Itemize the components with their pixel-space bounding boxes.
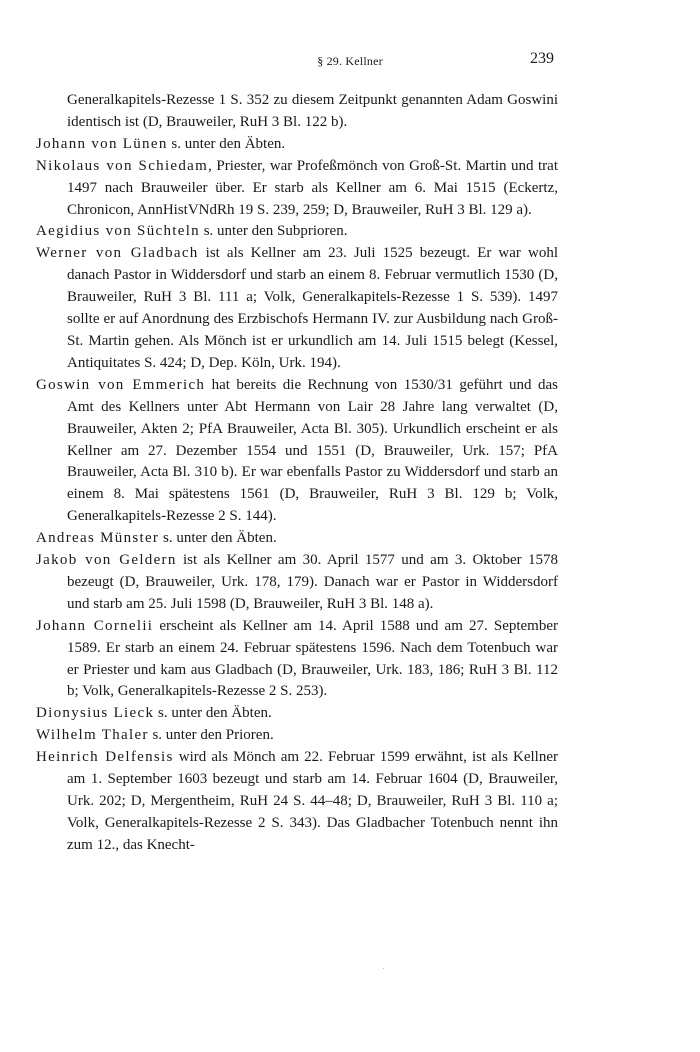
person-name: Andreas Münster — [36, 530, 160, 547]
entry-text: s. unter den Äbten. — [159, 530, 277, 547]
person-name: Dionysius Lieck — [36, 705, 155, 722]
entry-johann-von-luenen — [36, 134, 558, 156]
entry-text: wird als Mönch am 22. Februar 1599 erwähnt, ist als Kellner am 1. September 1603 bezeugt und starb am 14. Februar 1604 (D, Brauweiler, Urk. 202; D, Mergentheim, RuH 24 S. 44–48; D, Brauweiler, RuH 3 Bl. 110 a; Volk, Generalkapitels-Rezesse 2 S. 343). Das Gladbacher Totenbuch nennt ihn zum 12., das Knecht- — [67, 749, 559, 853]
entry-nikolaus-von-schiedam — [36, 156, 558, 222]
person-name: Jakob von Geldern — [36, 552, 177, 569]
running-head — [0, 50, 700, 70]
entry-continuation — [36, 90, 558, 134]
person-name: Nikolaus von Schiedam — [36, 157, 209, 174]
entry-dionysius-lieck — [36, 703, 558, 725]
entry-jakob-von-geldern — [36, 550, 558, 616]
entry-text: s. unter den Äbten. — [167, 135, 286, 152]
entry-heinrich-delfensis — [36, 747, 558, 857]
entry-text: ist als Kellner am 30. April 1577 und am 3. Oktober 1578 bezeugt (D, Brauweiler, Urk. 178, 179). Danach war er Pastor in Widdersdorf und starb am 25. Juli 1598 (D, Brauweiler, RuH 3 Bl. 148 a). — [67, 552, 558, 612]
entry-johann-cornelii — [36, 616, 558, 704]
entry-werner-von-gladbach — [36, 243, 558, 374]
entry-wilhelm-thaler — [36, 725, 558, 747]
section-title: § 29. Kellner — [317, 54, 383, 68]
scan-speck — [383, 968, 384, 969]
person-name: Aegidius von Süchteln — [36, 223, 200, 240]
body-text — [36, 90, 558, 857]
entry-text: , Priester, war Profeßmönch von Groß-St. Martin und trat 1497 nach Brauweiler über. Er starb als Kellner am 6. Mai 1515 (Eckertz, Chronicon, AnnHistVNdRh 19 S. 239, 259; D, Brauweiler, RuH 3 Bl. 129 a). — [67, 157, 558, 218]
person-name: Heinrich Delfensis — [36, 749, 174, 766]
person-name: Werner von Gladbach — [36, 245, 199, 262]
entry-text: hat bereits die Rechnung von 1530/31 geführt und das Amt des Kellners unter Abt Hermann von Lair 28 Jahre lang verwaltet (D, Brauweiler, Akten 2; PfA Brauweiler, Acta Bl. 305). Urkundlich erscheint er als Kellner am 27. Dezember 1554 und 1551 (D, Brauweiler, Urk. 157; PfA Brauweiler, Acta Bl. 310 b). Er war ebenfalls Pastor zu Widdersdorf und starb an einem 8. Mai spätestens 1561 (D, Brauweiler, RuH 3 Bl. 129 b; Volk, Generalkapitels-Rezesse 2 S. 144). — [67, 376, 558, 525]
entry-goswin-von-emmerich — [36, 375, 558, 528]
person-name: Goswin von Emmerich — [36, 376, 206, 393]
entry-text: s. unter den Äbten. — [154, 705, 272, 722]
entry-text: erscheint als Kellner am 14. April 1588 und am 27. September 1589. Er starb an einem 24. Februar spätestens 1596. Nach dem Totenbuch war er Priester und kam aus Gladbach (D, Brauweiler, Urk. 183, 186; RuH 3 Bl. 112 b; Volk, Generalkapitels-Rezesse 2 S. 253). — [67, 617, 558, 700]
entry-text: ist als Kellner am 23. Juli 1525 bezeugt. Er war wohl danach Pastor in Widdersdorf und starb an einem 8. Februar vermutlich 1530 (D, Brauweiler, RuH 3 Bl. 111 a; Volk, Generalkapitels-Rezesse 1 S. 539). 1497 sollte er auf Anordnung des Erzbischofs Hermann IV. zur Ausbildung nach Groß-St. Martin gehen. Als Mönch ist er urkundlich am 14. Juli 1515 belegt (Kessel, Antiquitates S. 424; D, Dep. Köln, Urk. 194). — [67, 245, 558, 371]
entry-text: s. unter den Subprioren. — [199, 223, 348, 240]
entry-text: Generalkapitels-Rezesse 1 S. 352 zu diesem Zeitpunkt genannten Adam Goswini identisch ist (D, Brauweiler, RuH 3 Bl. 122 b). — [67, 92, 558, 130]
entry-andreas-muenster — [36, 528, 558, 550]
page-number: 239 — [530, 50, 554, 67]
person-name: Johann von Lünen — [36, 135, 168, 152]
entry-aegidius-von-suechteln — [36, 221, 558, 243]
person-name: Wilhelm Thaler — [36, 727, 149, 744]
person-name: Johann Cornelii — [36, 617, 154, 634]
entry-text: s. unter den Prioren. — [148, 727, 274, 744]
